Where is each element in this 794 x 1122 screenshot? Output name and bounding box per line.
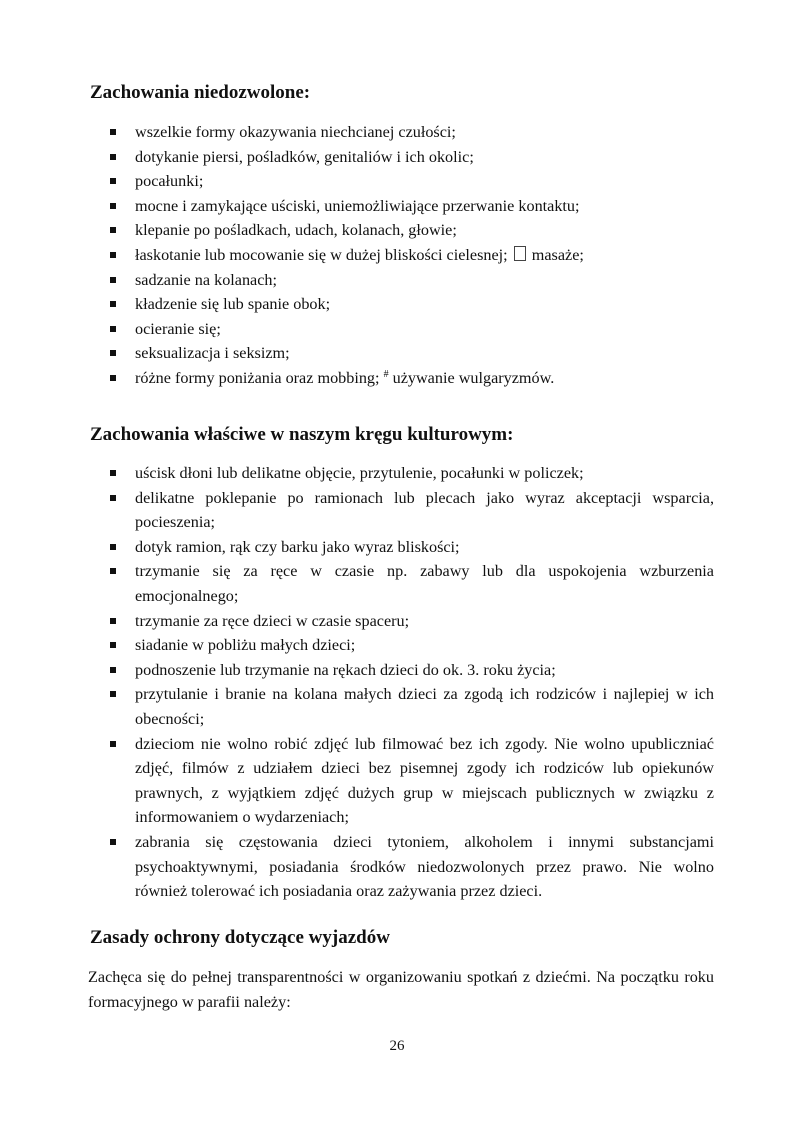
- bullet-icon: [110, 667, 116, 673]
- forbidden-behaviours-list: [108, 120, 714, 391]
- bullet-icon: [110, 277, 116, 283]
- section-heading-forbidden: Zachowania niedozwolone:: [90, 82, 311, 103]
- bullet-icon: [110, 375, 116, 381]
- bullet-icon: [110, 470, 116, 476]
- list-item: łaskotanie lub mocowanie się w dużej bliskości cielesnej; masaże;: [108, 243, 714, 268]
- list-item: podnoszenie lub trzymanie na rękach dzieci do ok. 3. roku życia;: [108, 658, 714, 683]
- list-item: delikatne poklepanie po ramionach lub plecach jako wyraz akceptacji wsparcia, pocieszenia;: [108, 486, 714, 535]
- bullet-icon: [110, 129, 116, 135]
- trips-paragraph: Zachęca się do pełnej transparentności w organizowaniu spotkań z dziećmi. Na początku roku formacyjnego w parafii należy:: [88, 968, 714, 1011]
- bullet-icon: [110, 568, 116, 574]
- bullet-icon: [110, 691, 116, 697]
- list-item: ocieranie się;: [108, 317, 714, 342]
- bullet-icon: [110, 618, 116, 624]
- bullet-icon: [110, 252, 116, 258]
- section-heading-trips: Zasady ochrony dotyczące wyjazdów: [90, 927, 390, 948]
- list-item: sadzanie na kolanach;: [108, 268, 714, 293]
- list-item: siadanie w pobliżu małych dzieci;: [108, 633, 714, 658]
- bullet-icon: [110, 839, 116, 845]
- bullet-icon: [110, 154, 116, 160]
- list-item: wszelkie formy okazywania niechcianej czułości;: [108, 120, 714, 145]
- list-item: seksualizacja i seksizm;: [108, 341, 714, 366]
- page-number: 26: [389, 1038, 405, 1054]
- missing-glyph-icon: [514, 246, 526, 261]
- list-item: różne formy poniżania oraz mobbing; # używanie wulgaryzmów.: [108, 366, 714, 391]
- bullet-icon: [110, 301, 116, 307]
- list-item: pocałunki;: [108, 169, 714, 194]
- bullet-icon: [110, 642, 116, 648]
- list-item: dotyk ramion, rąk czy barku jako wyraz bliskości;: [108, 535, 714, 560]
- list-item: trzymanie za ręce dzieci w czasie spaceru;: [108, 609, 714, 634]
- appropriate-behaviours-list: [108, 461, 714, 904]
- bullet-icon: [110, 741, 116, 747]
- list-item: dzieciom nie wolno robić zdjęć lub filmować bez ich zgody. Nie wolno upubliczniać zdjęć, filmów z udziałem dzieci bez pisemnej zgody ich rodziców lub opiekunów prawnych, z wyjątkiem zdjęć dużych grup w miejscach publicznych w związku z informowaniem o wydarzeniach;: [108, 732, 714, 830]
- bullet-icon: [110, 203, 116, 209]
- bullet-icon: [110, 227, 116, 233]
- list-item: trzymanie się za ręce w czasie np. zabawy lub dla uspokojenia wzburzenia emocjonalnego;: [108, 559, 714, 608]
- list-item: uścisk dłoni lub delikatne objęcie, przytulenie, pocałunki w policzek;: [108, 461, 714, 486]
- bullet-icon: [110, 178, 116, 184]
- hash-superscript: #: [383, 368, 389, 380]
- list-item: klepanie po pośladkach, udach, kolanach, głowie;: [108, 218, 714, 243]
- bullet-icon: [110, 544, 116, 550]
- bullet-icon: [110, 495, 116, 501]
- list-item: kładzenie się lub spanie obok;: [108, 292, 714, 317]
- list-item: dotykanie piersi, pośladków, genitaliów i ich okolic;: [108, 145, 714, 170]
- list-item: przytulanie i branie na kolana małych dzieci za zgodą ich rodziców i najlepiej w ich obecności;: [108, 682, 714, 731]
- bullet-icon: [110, 350, 116, 356]
- list-item: zabrania się częstowania dzieci tytoniem, alkoholem i innymi substancjami psychoaktywnymi, posiadania środków niedozwolonych przez prawo. Nie wolno również tolerować ich posiadania oraz zażywania przez dzieci.: [108, 830, 714, 904]
- bullet-icon: [110, 326, 116, 332]
- list-item: mocne i zamykające uściski, uniemożliwiające przerwanie kontaktu;: [108, 194, 714, 219]
- section-heading-appropriate: Zachowania właściwe w naszym kręgu kulturowym:: [90, 424, 514, 445]
